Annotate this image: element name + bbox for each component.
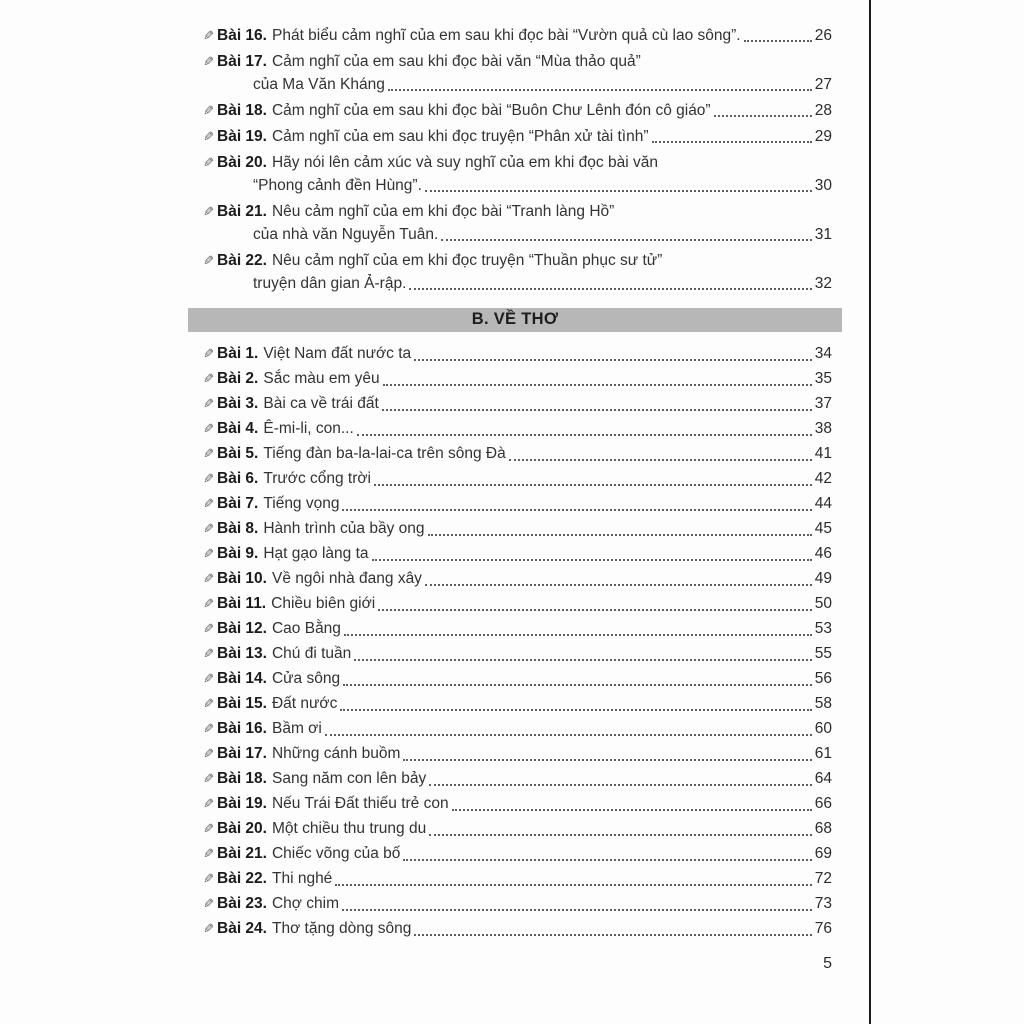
entry-page-number: 46	[814, 545, 832, 562]
pencil-icon: ✎	[203, 496, 214, 511]
toc-entry	[200, 24, 832, 47]
entry-page-number: 28	[814, 102, 832, 119]
toc-entry	[200, 816, 832, 841]
section-header-label: B. VỀ THƠ	[471, 310, 559, 328]
entry-text	[217, 791, 449, 816]
pencil-icon: ✎	[203, 371, 214, 386]
dot-leader	[428, 534, 812, 536]
entry-page-number: 38	[814, 420, 832, 437]
entry-title: Ê-mi-li, con...	[263, 420, 354, 437]
dot-leader	[340, 709, 811, 711]
entry-label: Bài 24.	[217, 920, 267, 937]
pencil-icon: ✎	[203, 253, 214, 268]
entry-title: Phát biểu cảm nghĩ của em sau khi đọc bài “Vườn quả cù lao sông”.	[271, 27, 741, 44]
entry-text	[217, 766, 426, 791]
pencil-icon: ✎	[203, 621, 214, 636]
entry-page-number: 56	[814, 670, 832, 687]
dot-leader	[388, 89, 812, 91]
entry-label: Bài 21.	[217, 203, 267, 220]
toc-entry	[200, 591, 832, 616]
dot-leader	[382, 409, 812, 411]
entry-text	[217, 716, 322, 741]
dot-leader	[335, 884, 811, 886]
entry-page-number: 50	[814, 595, 832, 612]
entry-label: Bài 4.	[217, 420, 259, 437]
toc-entry	[200, 366, 832, 391]
dot-leader	[425, 584, 812, 586]
entry-text	[217, 416, 354, 441]
entry-label: Bài 12.	[217, 620, 267, 637]
pencil-icon: ✎	[203, 521, 214, 536]
toc-entry	[200, 151, 832, 197]
entry-text	[217, 541, 369, 566]
toc-entry	[200, 50, 832, 96]
entry-page-number: 45	[814, 520, 832, 537]
entry-page-number: 30	[814, 177, 832, 194]
entry-label: Bài 18.	[217, 102, 267, 119]
toc-entry	[200, 441, 832, 466]
pencil-icon: ✎	[203, 103, 214, 118]
entry-text	[217, 50, 641, 73]
entry-label: Bài 21.	[217, 845, 267, 862]
dot-leader	[374, 484, 812, 486]
dot-leader	[414, 934, 811, 936]
entry-text	[217, 741, 400, 766]
entry-page-number: 58	[814, 695, 832, 712]
entry-text	[217, 24, 741, 47]
dot-leader	[342, 509, 811, 511]
entry-label: Bài 8.	[217, 520, 259, 537]
dot-leader	[342, 909, 812, 911]
entry-page-number: 34	[814, 345, 832, 362]
entry-page-number: 53	[814, 620, 832, 637]
entry-page-number: 44	[814, 495, 832, 512]
dot-leader	[409, 288, 811, 290]
pencil-icon: ✎	[203, 646, 214, 661]
entry-page-number: 49	[814, 570, 832, 587]
dot-leader	[414, 359, 812, 361]
dot-leader	[357, 434, 812, 436]
dot-leader	[509, 459, 812, 461]
entry-label: Bài 17.	[217, 745, 267, 762]
toc-entry	[200, 341, 832, 366]
entry-text	[217, 866, 332, 891]
toc-entry	[200, 916, 832, 941]
entry-title: Chiều biên giới	[271, 595, 376, 612]
entry-title: Thi nghé	[271, 870, 333, 887]
pencil-icon: ✎	[203, 796, 214, 811]
dot-leader	[441, 239, 811, 241]
entry-label: Bài 13.	[217, 645, 267, 662]
entry-text	[217, 391, 379, 416]
entry-title-continuation: “Phong cảnh đền Hùng”.	[253, 177, 422, 194]
entry-title: Hạt gạo làng ta	[263, 545, 369, 562]
dot-leader	[325, 734, 812, 736]
entry-title: Tiếng vọng	[263, 495, 340, 512]
entry-label: Bài 6.	[217, 470, 259, 487]
entry-page-number: 60	[814, 720, 832, 737]
entry-page-number: 41	[814, 445, 832, 462]
entry-text	[217, 691, 337, 716]
entry-text	[217, 366, 380, 391]
entry-title: Sắc màu em yêu	[263, 370, 380, 387]
toc	[200, 24, 832, 941]
entry-text	[217, 441, 506, 466]
entry-page-number: 55	[814, 645, 832, 662]
dot-leader	[744, 40, 812, 42]
dot-leader	[372, 559, 812, 561]
entry-text	[217, 591, 375, 616]
entry-title: Những cánh buồm	[271, 745, 401, 762]
pencil-icon: ✎	[203, 471, 214, 486]
toc-entry	[200, 125, 832, 148]
dot-leader	[344, 634, 812, 636]
entry-label: Bài 18.	[217, 770, 267, 787]
entry-label: Bài 14.	[217, 670, 267, 687]
entry-label: Bài 15.	[217, 695, 267, 712]
section-header	[188, 308, 842, 332]
toc-entry	[200, 691, 832, 716]
entry-text	[217, 816, 426, 841]
entry-title: Chợ chim	[271, 895, 339, 912]
page-footer-number: 5	[823, 955, 832, 972]
dot-leader	[429, 834, 812, 836]
entry-title: Nếu Trái Đất thiếu trẻ con	[271, 795, 449, 812]
entry-page-number: 32	[814, 275, 832, 292]
pencil-icon: ✎	[203, 54, 214, 69]
entry-title-continuation: truyện dân gian Ả-rập.	[253, 275, 407, 292]
toc-entry	[200, 766, 832, 791]
entry-page-number: 27	[814, 76, 832, 93]
pencil-icon: ✎	[203, 871, 214, 886]
entry-label: Bài 19.	[217, 795, 267, 812]
pencil-icon: ✎	[203, 546, 214, 561]
entry-text	[217, 125, 649, 148]
toc-entry	[200, 566, 832, 591]
entry-title: Trước cổng trời	[263, 470, 372, 487]
dot-leader	[354, 659, 811, 661]
pencil-icon: ✎	[203, 155, 214, 170]
toc-entry	[200, 716, 832, 741]
entry-title: Sang năm con lên bảy	[271, 770, 427, 787]
pencil-icon: ✎	[203, 346, 214, 361]
toc-entry	[200, 491, 832, 516]
entry-page-number: 35	[814, 370, 832, 387]
toc-entry	[200, 741, 832, 766]
entry-page-number: 61	[814, 745, 832, 762]
entry-title: Bầm ơi	[271, 720, 322, 737]
pencil-icon: ✎	[203, 129, 214, 144]
toc-entry	[200, 249, 832, 295]
dot-leader	[429, 784, 812, 786]
pencil-icon: ✎	[203, 28, 214, 43]
entry-page-number: 64	[814, 770, 832, 787]
pencil-icon: ✎	[203, 671, 214, 686]
entry-title: Hành trình của bầy ong	[263, 520, 425, 537]
entry-text	[217, 341, 411, 366]
toc-entry	[200, 99, 832, 122]
entry-text	[217, 841, 400, 866]
entry-page-number: 29	[814, 128, 832, 145]
entry-title: Cảm nghĩ của em sau khi đọc truyện “Phân xử tài tình”	[271, 128, 649, 145]
entry-text	[217, 641, 351, 666]
pencil-icon: ✎	[203, 396, 214, 411]
entry-label: Bài 1.	[217, 345, 259, 362]
entry-title: Một chiều thu trung du	[271, 820, 427, 837]
dot-leader	[403, 759, 811, 761]
entry-label: Bài 7.	[217, 495, 259, 512]
entry-text	[217, 666, 340, 691]
entry-text	[217, 249, 662, 272]
entry-page-number: 69	[814, 845, 832, 862]
pencil-icon: ✎	[203, 846, 214, 861]
entry-label: Bài 3.	[217, 395, 259, 412]
toc-entry	[200, 416, 832, 441]
entry-page-number: 76	[814, 920, 832, 937]
entry-title: Về ngôi nhà đang xây	[271, 570, 422, 587]
dot-leader	[383, 384, 812, 386]
entry-label: Bài 22.	[217, 870, 267, 887]
entry-title: Việt Nam đất nước ta	[263, 345, 412, 362]
entry-title: Chiếc võng của bố	[271, 845, 401, 862]
toc-entry	[200, 616, 832, 641]
entry-page-number: 42	[814, 470, 832, 487]
pencil-icon: ✎	[203, 204, 214, 219]
pencil-icon: ✎	[203, 821, 214, 836]
entry-page-number: 72	[814, 870, 832, 887]
entry-title: Cảm nghĩ của em sau khi đọc bài “Buôn Chư Lênh đón cô giáo”	[271, 102, 711, 119]
toc-entry	[200, 666, 832, 691]
pencil-icon: ✎	[203, 421, 214, 436]
entry-title: Chú đi tuần	[271, 645, 352, 662]
page-edge-line	[869, 0, 871, 1024]
toc-entry	[200, 866, 832, 891]
entry-title: Hãy nói lên cảm xúc và suy nghĩ của em khi đọc bài văn	[271, 154, 658, 171]
entry-page-number: 66	[814, 795, 832, 812]
entry-title: Đất nước	[271, 695, 338, 712]
dot-leader	[343, 684, 812, 686]
entry-text	[217, 516, 425, 541]
pencil-icon: ✎	[203, 896, 214, 911]
entry-text	[217, 200, 614, 223]
entry-page-number: 68	[814, 820, 832, 837]
entry-text	[217, 466, 371, 491]
pencil-icon: ✎	[203, 771, 214, 786]
entry-label: Bài 23.	[217, 895, 267, 912]
dot-leader	[714, 115, 812, 117]
toc-entry	[200, 516, 832, 541]
entry-title: Cao Bằng	[271, 620, 341, 637]
toc-entry	[200, 891, 832, 916]
entry-title: Nêu cảm nghĩ của em khi đọc bài “Tranh làng Hồ”	[271, 203, 615, 220]
entry-title-continuation: của nhà văn Nguyễn Tuân.	[253, 226, 439, 243]
entry-title-continuation: của Ma Văn Kháng	[253, 76, 385, 93]
entry-label: Bài 16.	[217, 27, 267, 44]
entry-page-number: 37	[814, 395, 832, 412]
entry-title: Bài ca về trái đất	[263, 395, 379, 412]
entry-label: Bài 19.	[217, 128, 267, 145]
dot-leader	[403, 859, 811, 861]
entry-title: Tiếng đàn ba-la-lai-ca trên sông Đà	[263, 445, 506, 462]
entry-page-number: 26	[814, 27, 832, 44]
toc-entry	[200, 841, 832, 866]
entry-label: Bài 20.	[217, 820, 267, 837]
toc-entry	[200, 541, 832, 566]
entry-text	[217, 566, 422, 591]
pencil-icon: ✎	[203, 746, 214, 761]
entry-label: Bài 22.	[217, 252, 267, 269]
entry-text	[217, 151, 658, 174]
entry-text	[217, 99, 711, 122]
pencil-icon: ✎	[203, 596, 214, 611]
entry-label: Bài 5.	[217, 445, 259, 462]
pencil-icon: ✎	[203, 571, 214, 586]
dot-leader	[452, 809, 812, 811]
entry-label: Bài 9.	[217, 545, 259, 562]
toc-section	[200, 341, 832, 941]
pencil-icon: ✎	[203, 921, 214, 936]
entry-label: Bài 11.	[217, 595, 267, 612]
toc-section	[200, 24, 832, 295]
entry-page-number: 31	[814, 226, 832, 243]
entry-label: Bài 17.	[217, 53, 267, 70]
entry-text	[217, 891, 339, 916]
entry-label: Bài 10.	[217, 570, 267, 587]
entry-title: Thơ tặng dòng sông	[271, 920, 412, 937]
entry-title: Cảm nghĩ của em sau khi đọc bài văn “Mùa thảo quả”	[271, 53, 641, 70]
entry-text	[217, 491, 339, 516]
entry-title: Cửa sông	[271, 670, 341, 687]
toc-entry	[200, 391, 832, 416]
pencil-icon: ✎	[203, 446, 214, 461]
dot-leader	[425, 190, 812, 192]
entry-text	[217, 916, 411, 941]
entry-title: Nêu cảm nghĩ của em khi đọc truyện “Thuần phục sư tử”	[271, 252, 663, 269]
toc-entry	[200, 641, 832, 666]
toc-entry	[200, 791, 832, 816]
entry-page-number: 73	[814, 895, 832, 912]
toc-entry	[200, 200, 832, 246]
entry-text	[217, 616, 341, 641]
entry-label: Bài 16.	[217, 720, 267, 737]
toc-entry	[200, 466, 832, 491]
entry-label: Bài 2.	[217, 370, 259, 387]
dot-leader	[652, 141, 812, 143]
dot-leader	[378, 609, 812, 611]
entry-label: Bài 20.	[217, 154, 267, 171]
pencil-icon: ✎	[203, 696, 214, 711]
pencil-icon: ✎	[203, 721, 214, 736]
